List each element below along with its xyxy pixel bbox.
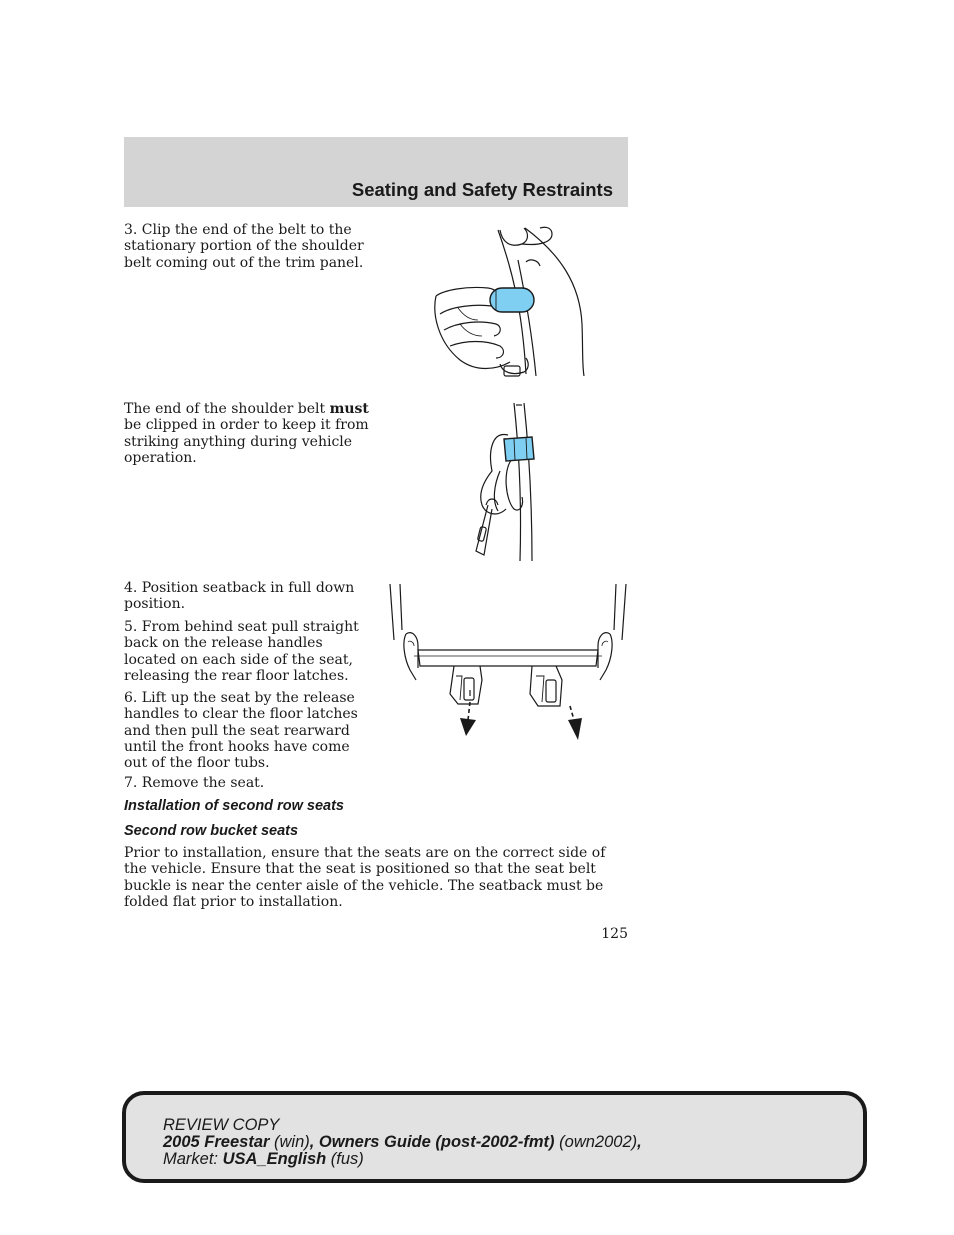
belt-warning-text-start: The end of the shoulder belt	[124, 401, 330, 417]
clipped-belt-illustration	[462, 401, 544, 563]
page-number: 125	[601, 926, 628, 942]
footer-market-code: (fus)	[326, 1150, 364, 1168]
step-4-text: 4. Position seatback in full down position.	[124, 580, 355, 613]
heading-second-row-bucket: Second row bucket seats	[124, 823, 299, 839]
footer-line-2	[163, 1134, 642, 1151]
footer-market-label: Market:	[163, 1150, 223, 1168]
installation-text: Prior to installation, ensure that the seats are on the correct side of the vehicle. Ensure that the seat is positioned so that the seat belt buckle is near the center aisle of the vehicle. The seatback must be folded flat prior to installation.	[124, 845, 606, 910]
footer-market: USA_English	[222, 1150, 327, 1168]
footer-comma: ,	[637, 1133, 642, 1151]
step-6-text: 6. Lift up the seat by the release handles to clear the floor latches and then pull the seat rearward until the front hooks have come out of the floor tubs.	[124, 690, 358, 772]
belt-warning-text-end: be clipped in order to keep it from striking anything during vehicle operation.	[124, 417, 369, 466]
footer-line-3	[163, 1151, 642, 1168]
footer-guide: , Owners Guide (post-2002-fmt)	[309, 1133, 555, 1151]
footer-model-code: (win)	[269, 1133, 310, 1151]
footer-model: 2005 Freestar	[163, 1133, 270, 1151]
heading-installation-second-row: Installation of second row seats	[124, 798, 344, 814]
section-title: Seating and Safety Restraints	[351, 179, 613, 200]
seat-release-illustration	[384, 580, 632, 745]
step-3-text: 3. Clip the end of the belt to the stationary portion of the shoulder belt coming out of the trim panel.	[124, 222, 364, 271]
footer-text	[163, 1117, 642, 1168]
section-header-band	[124, 137, 628, 207]
belt-warning-emphasis: must	[329, 401, 369, 417]
review-copy-footer	[122, 1091, 867, 1183]
step-5-text: 5. From behind seat pull straight back on the release handles located on each side of the seat, releasing the rear floor latches.	[124, 619, 359, 684]
footer-guide-code: (own2002)	[554, 1133, 638, 1151]
belt-clip-illustration	[430, 224, 600, 386]
step-7-text: 7. Remove the seat.	[124, 775, 265, 791]
footer-line-1: REVIEW COPY	[163, 1116, 280, 1134]
belt-warning-text	[124, 401, 369, 466]
